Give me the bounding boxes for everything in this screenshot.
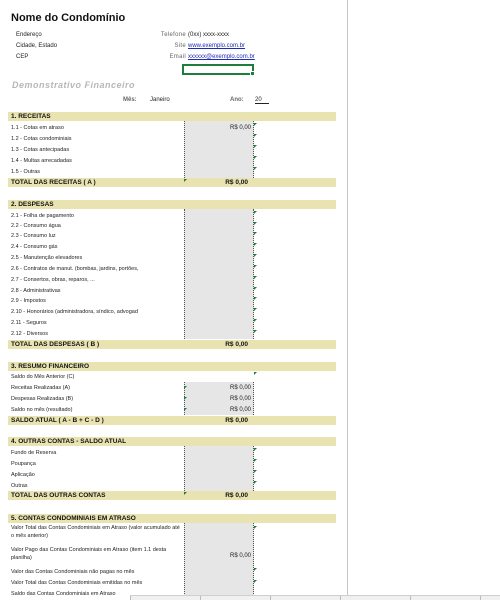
list-item[interactable]: 2.12 - Diversos xyxy=(11,331,48,337)
total-despesas-row xyxy=(8,340,336,349)
comment-indicator-icon[interactable] xyxy=(254,134,257,137)
value-cell[interactable]: R$ 0,00 xyxy=(229,407,251,413)
comment-indicator-icon[interactable] xyxy=(184,179,187,182)
month-label: Mês: xyxy=(123,97,137,103)
year-value[interactable]: 20 xyxy=(255,97,269,104)
cep-label[interactable]: CEP xyxy=(16,54,29,60)
comment-indicator-icon[interactable] xyxy=(254,232,257,235)
list-item[interactable]: Saldo das Contas Condominiais em Atraso xyxy=(11,591,116,597)
comment-indicator-icon[interactable] xyxy=(254,448,257,451)
value-cell[interactable]: R$ 0,00 xyxy=(229,385,251,391)
comment-indicator-icon[interactable] xyxy=(254,372,257,375)
report-title: Demonstrativo Financeiro xyxy=(12,80,136,90)
list-item[interactable]: 2.4 - Consumo gás xyxy=(11,244,58,250)
list-item[interactable]: 1.3 - Cotas antecipadas xyxy=(11,147,70,153)
total-receitas-row xyxy=(8,178,336,187)
list-item[interactable]: Poupança xyxy=(11,461,36,467)
comment-indicator-icon[interactable] xyxy=(254,145,257,148)
total-value: R$ 0,00 xyxy=(225,179,248,186)
month-value[interactable]: Janeiro xyxy=(150,97,170,103)
section-title: 1. RECEITAS xyxy=(11,113,51,120)
comment-indicator-icon[interactable] xyxy=(254,254,257,257)
comment-indicator-icon[interactable] xyxy=(254,123,257,126)
condo-name[interactable]: Nome do Condomínio xyxy=(11,12,126,24)
phone-value[interactable]: (0xx) xxxx-xxxx xyxy=(188,32,229,38)
values-column[interactable] xyxy=(184,446,254,491)
section-title: 3. RESUMO FINANCEIRO xyxy=(11,363,90,370)
comment-indicator-icon[interactable] xyxy=(184,492,187,495)
value-cell[interactable]: R$ 0,00 xyxy=(229,125,251,131)
total-label: TOTAL DAS RECEITAS ( A ) xyxy=(11,179,96,186)
total-label: TOTAL DAS OUTRAS CONTAS xyxy=(11,492,106,499)
total-label: TOTAL DAS DESPESAS ( B ) xyxy=(11,341,100,348)
list-item[interactable]: 2.11 - Seguros xyxy=(11,320,47,326)
list-item[interactable]: Aplicação xyxy=(11,472,35,478)
list-item[interactable]: Valor Pago das Contas Condominiais em Atraso (item 1.1 desta planilha) xyxy=(11,547,167,561)
comment-indicator-icon[interactable] xyxy=(254,308,257,311)
comment-indicator-icon[interactable] xyxy=(254,580,257,583)
saldo-atual-row xyxy=(8,416,336,425)
list-item[interactable]: 2.3 - Consumo luz xyxy=(11,233,56,239)
list-item[interactable]: 2.1 - Folha de pagamento xyxy=(11,213,74,219)
section-resumo-header xyxy=(8,362,336,371)
tab-divider xyxy=(410,596,411,600)
tab-divider xyxy=(130,596,131,600)
values-column[interactable] xyxy=(184,523,254,600)
value-cell[interactable]: R$ 0,00 xyxy=(229,396,251,402)
list-item[interactable]: Saldo do Mês Anterior (C) xyxy=(11,374,75,380)
comment-indicator-icon[interactable] xyxy=(254,287,257,290)
comment-indicator-icon[interactable] xyxy=(254,222,257,225)
address-label[interactable]: Endereço xyxy=(16,32,42,38)
year-label: Ano: xyxy=(230,97,244,103)
comment-indicator-icon[interactable] xyxy=(254,167,257,170)
comment-indicator-icon[interactable] xyxy=(254,156,257,159)
comment-indicator-icon[interactable] xyxy=(254,470,257,473)
list-item[interactable]: 2.5 - Manutenção elevadores xyxy=(11,255,83,261)
section-receitas-header xyxy=(8,112,336,121)
list-item[interactable]: 1.1 - Cotas em atraso xyxy=(11,125,64,131)
section-despesas-header xyxy=(8,200,336,209)
site-link[interactable]: www.exemplo.com.br xyxy=(188,43,246,49)
section-title: 4. OUTRAS CONTAS - SALDO ATUAL xyxy=(11,438,127,445)
selected-cell[interactable] xyxy=(182,64,254,75)
section-atraso-header xyxy=(8,514,336,523)
comment-indicator-icon[interactable] xyxy=(184,397,187,400)
comment-indicator-icon[interactable] xyxy=(254,265,257,268)
comment-indicator-icon[interactable] xyxy=(184,386,187,389)
list-item[interactable]: Valor das Contas Condominiais não pagas no mês xyxy=(11,569,135,575)
list-item[interactable]: Despesas Realizadas (B) xyxy=(11,396,74,402)
total-value: R$ 0,00 xyxy=(225,341,248,348)
total-outras-contas-row xyxy=(8,491,336,500)
tab-divider xyxy=(340,596,341,600)
list-item[interactable]: 1.4 - Multas arrecadadas xyxy=(11,158,72,164)
sheet-tab-bar[interactable] xyxy=(130,595,500,600)
list-item[interactable]: 1.2 - Cotas condominiais xyxy=(11,136,72,142)
total-value: R$ 0,00 xyxy=(225,417,248,424)
list-item[interactable]: 1.5 - Outras xyxy=(11,169,41,175)
tab-divider xyxy=(200,596,201,600)
comment-indicator-icon[interactable] xyxy=(254,243,257,246)
phone-label: Telefone xyxy=(160,32,186,38)
comment-indicator-icon[interactable] xyxy=(254,319,257,322)
list-item[interactable]: Fundo de Reserva xyxy=(11,450,57,456)
list-item[interactable]: 2.9 - Impostos xyxy=(11,298,46,304)
list-item[interactable]: Receitas Realizadas (A) xyxy=(11,385,70,391)
comment-indicator-icon[interactable] xyxy=(254,276,257,279)
list-item[interactable]: Valor Total das Contas Condominiais emitidas no mês xyxy=(11,580,143,586)
total-label: SALDO ATUAL ( A - B + C - D ) xyxy=(11,417,104,424)
site-label: Site xyxy=(174,43,186,49)
comment-indicator-icon[interactable] xyxy=(254,330,257,333)
total-value: R$ 0,00 xyxy=(225,492,248,499)
comment-indicator-icon[interactable] xyxy=(254,481,257,484)
list-item[interactable]: Saldo no mês (resultado) xyxy=(11,407,73,413)
comment-indicator-icon[interactable] xyxy=(184,408,187,411)
fill-handle[interactable] xyxy=(250,71,255,76)
city-label[interactable]: Cidade, Estado xyxy=(16,43,58,49)
value-cell[interactable]: R$ 0,00 xyxy=(229,553,251,559)
section-title: 5. CONTAS CONDOMINIAIS EM ATRASO xyxy=(11,515,136,522)
section-outras-contas-header xyxy=(8,437,336,446)
list-item[interactable]: 2.6 - Contratos de manut. (bombas, jardins, portões, xyxy=(11,266,139,272)
list-item[interactable]: 2.8 - Administrativas xyxy=(11,288,61,294)
list-item[interactable]: 2.7 - Consertos, obras, reparos, ... xyxy=(11,277,95,283)
email-link[interactable]: xxxxxx@exemplo.com.br xyxy=(188,54,255,60)
section-title: 2. DESPESAS xyxy=(11,201,54,208)
comment-indicator-icon[interactable] xyxy=(254,211,257,214)
comment-indicator-icon[interactable] xyxy=(254,297,257,300)
tab-divider xyxy=(270,596,271,600)
list-item[interactable]: 2.2 - Consumo água xyxy=(11,223,61,229)
list-item[interactable]: Outras xyxy=(11,483,28,489)
values-column[interactable] xyxy=(184,209,254,339)
email-label: Email xyxy=(169,54,186,60)
empty-sheet-area[interactable] xyxy=(348,0,500,600)
tab-divider xyxy=(480,596,481,600)
comment-indicator-icon[interactable] xyxy=(254,568,257,571)
list-item[interactable]: Valor Total das Contas Condominiais em Atraso (valor acumulado até o mês anterior) xyxy=(11,525,180,539)
comment-indicator-icon[interactable] xyxy=(254,459,257,462)
comment-indicator-icon[interactable] xyxy=(254,526,257,529)
list-item[interactable]: 2.10 - Honorários (administradora, síndico, advogad xyxy=(11,309,138,315)
